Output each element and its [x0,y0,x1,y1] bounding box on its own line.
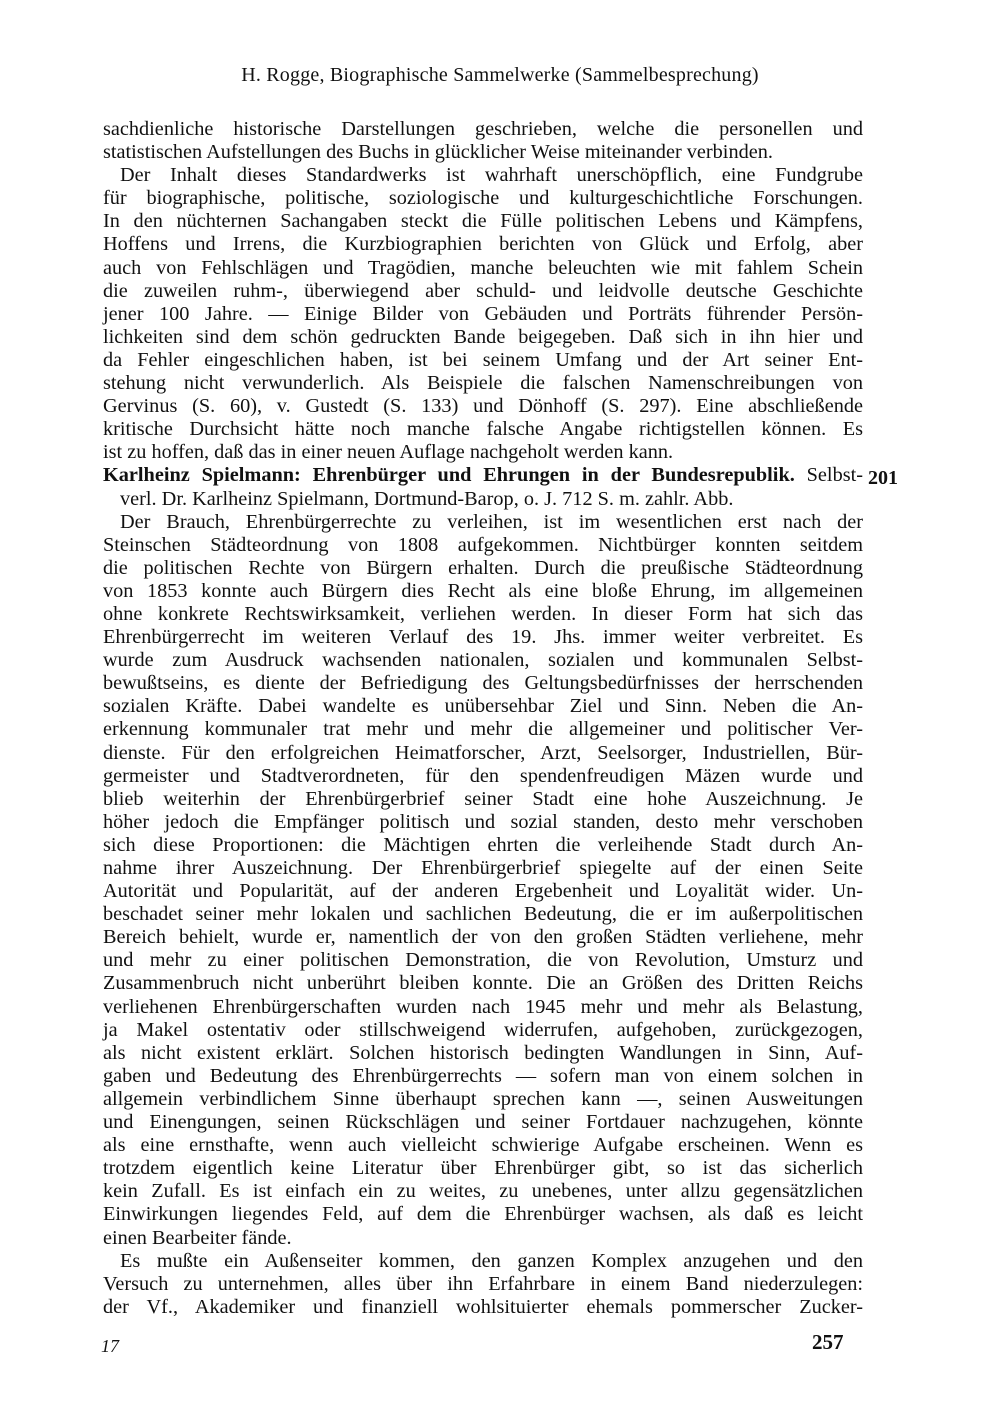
text-line: germeister und Stadtverordneten, für den spendenfreudigen Mäzen wurde und [103,764,863,787]
text-line: und Einengungen, seinen Rückschlägen und seiner Fortdauer nachzugehen, könnte [103,1111,863,1134]
text-line: beschadet seiner mehr lokalen und sachlichen Bedeutung, die er im außerpolitischen [103,903,863,926]
text-line: Bereich behielt, wurde er, namentlich der von den großen Städten verliehene, mehr [103,926,863,949]
text-line: verl. Dr. Karlheinz Spielmann, Dortmund-Barop, o. J. 712 S. m. zahlr. Abb. [120,487,734,510]
text-line: sich diese Proportionen: die Mächtigen ehrten die verleihende Stadt durch An- [103,833,863,856]
text-line: trotzdem eigentlich keine Literatur über Ehrenbürger gibt, so ist das sicherlich [103,1157,863,1180]
text-line: kritische Durchsicht hätte noch manche falsche Angabe richtigstellen können. Es [103,418,863,441]
text-line: die politischen Rechte von Bürgern erhalten. Durch die preußische Städteordnung [103,556,863,579]
text-line: Gervinus (S. 60), v. Gustedt (S. 133) und Dönhoff (S. 297). Eine abschließende [103,395,863,418]
text-line: Einwirkungen liegendes Feld, auf dem die Ehrenbürger wachsen, als daß es leicht [103,1203,863,1226]
text-line: auch von Fehlschlägen und Tragödien, manche beleuchten wie mit fahlem Schein [103,256,863,279]
text-line: gaben und Bedeutung des Ehrenbürgerrechts — sofern man von einem solchen in [103,1064,863,1087]
text-line: erkennung kommunaler trat mehr und mehr die allgemeiner und politischer Ver- [103,718,863,741]
text-line: da Fehler eingeschlichen haben, ist bei seinem Umfang und der Art seiner Ent- [103,348,863,371]
text-line: Hoffens und Irrens, die Kurzbiographien berichten von Glück und Erfolg, aber [103,233,863,256]
text-line: als eine ernsthafte, wenn auch vielleicht schwierige Aufgabe erscheinen. Wenn es [103,1134,863,1157]
text-line: die zuweilen ruhm-, überwiegend aber schuld- und leidvolle deutsche Geschichte [103,279,863,302]
text-line: Ehrenbürgerrecht im weiteren Verlauf des 19. Jhs. immer weiter verbreitet. Es [103,626,863,649]
running-head: H. Rogge, Biographische Sammelwerke (Sammelbesprechung) [241,64,759,86]
text-line: kein Zufall. Es ist einfach ein zu weites, zu unebenes, unter allzu gegensätzlichen [103,1180,863,1203]
text-line: blieb weiterhin der Ehrenbürgerbrief seiner Stadt eine hohe Auszeichnung. Je [103,787,863,810]
text-line: für biographische, politische, soziologische und kulturgeschichtliche Forschungen. [103,187,863,210]
text-line: In den nüchternen Sachangaben steckt die Fülle politischen Lebens und Kämpfens, [103,210,863,233]
review-title: Karlheinz Spielmann: Ehrenbürger und Ehrungen in der Bundesrepublik. [103,464,795,487]
text-line: Der Inhalt dieses Standardwerks ist wahrhaft unerschöpflich, eine Fundgrube [120,164,863,187]
text-line: Steinschen Städteordnung von 1808 aufgekommen. Nichtbürger konnten seitdem [103,533,863,556]
text-line: ist zu hoffen, daß das in einer neuen Auflage nachgeholt werden kann. [103,441,674,464]
margin-number: 201 [868,467,898,489]
text-line: bewußtseins, es diente der Befriedigung des Geltungsbedürfnisses der herrschenden [103,672,863,695]
text-line: dienste. Für den erfolgreichen Heimatforscher, Arzt, Seelsorger, Industriellen, Bür- [103,741,863,764]
text-line: stehung nicht verwunderlich. Als Beispiele die falschen Namenschreibungen von [103,372,863,395]
text-line: verliehenen Ehrenbürgerschaften wurden nach 1945 mehr und mehr als Belastung, [103,995,863,1018]
text-line: als nicht existent erklärt. Solchen historisch bedingten Wandlungen in Sinn, Auf- [103,1041,863,1064]
text-line: wurde zum Ausdruck wachsenden nationalen, sozialen und kommunalen Selbst- [103,649,863,672]
text-line: von 1853 konnte auch Bürgern dies Recht als eine bloße Ehrung, im allgemeinen [103,579,863,602]
text-line: und mehr zu einer politischen Demonstration, die von Revolution, Umsturz und [103,949,863,972]
text-line: Der Brauch, Ehrenbürgerrechte zu verleihen, ist im wesentlichen erst nach der [120,510,863,533]
text-line [103,464,863,487]
text-line: sachdienliche historische Darstellungen geschrieben, welche die personellen und [103,118,863,140]
text-line: jener 100 Jahre. — Einige Bilder von Gebäuden und Porträts führender Persön- [103,302,863,325]
text-line: sozialen Kräfte. Dabei wandelte es unübersehbar Ziel und Sinn. Neben die An- [103,695,863,718]
text-line: einen Bearbeiter fände. [103,1226,292,1249]
text-line: Versuch zu unternehmen, alles über ihn Erfahrbare in einem Band niederzulegen: [103,1272,863,1295]
body-text [103,118,863,1319]
text-line: statistischen Aufstellungen des Buchs in glücklicher Weise miteinander verbinden. [103,141,773,164]
text-line: höher jedoch die Empfänger politisch und sozial standen, desto mehr verschoben [103,810,863,833]
text-line: nahme ihrer Auszeichnung. Der Ehrenbürgerbrief spiegelte auf der einen Seite [103,857,863,879]
text-line: ohne konkrete Rechtswirksamkeit, verliehen werden. In dieser Form hat sich das [103,602,863,625]
text-line: Autorität und Popularität, auf der anderen Ergebenheit und Loyalität wider. Un- [103,880,863,903]
text-line: allgemein verbindlichem Sinne überhaupt sprechen kann —, seinen Ausweitungen [103,1087,863,1110]
sheet-signature: 17 [101,1336,119,1356]
review-bibliographic-info: Selbst- [794,464,863,487]
text-line: Es mußte ein Außenseiter kommen, den ganzen Komplex anzugehen und den [120,1249,863,1272]
text-line: Zusammenbruch nicht unberührt bleiben konnte. Die an Größen des Dritten Reichs [103,972,863,995]
text-line: der Vf., Akademiker und finanziell wohlsituierter ehemals pommerscher Zucker- [103,1295,863,1318]
text-line: lichkeiten sind dem schön gedruckten Bande beigegeben. Daß sich in ihn hier und [103,325,863,348]
page-number: 257 [812,1330,844,1354]
text-line: ja Makel ostentativ oder stillschweigend widerrufen, aufgehoben, zurückgezogen, [103,1018,863,1041]
